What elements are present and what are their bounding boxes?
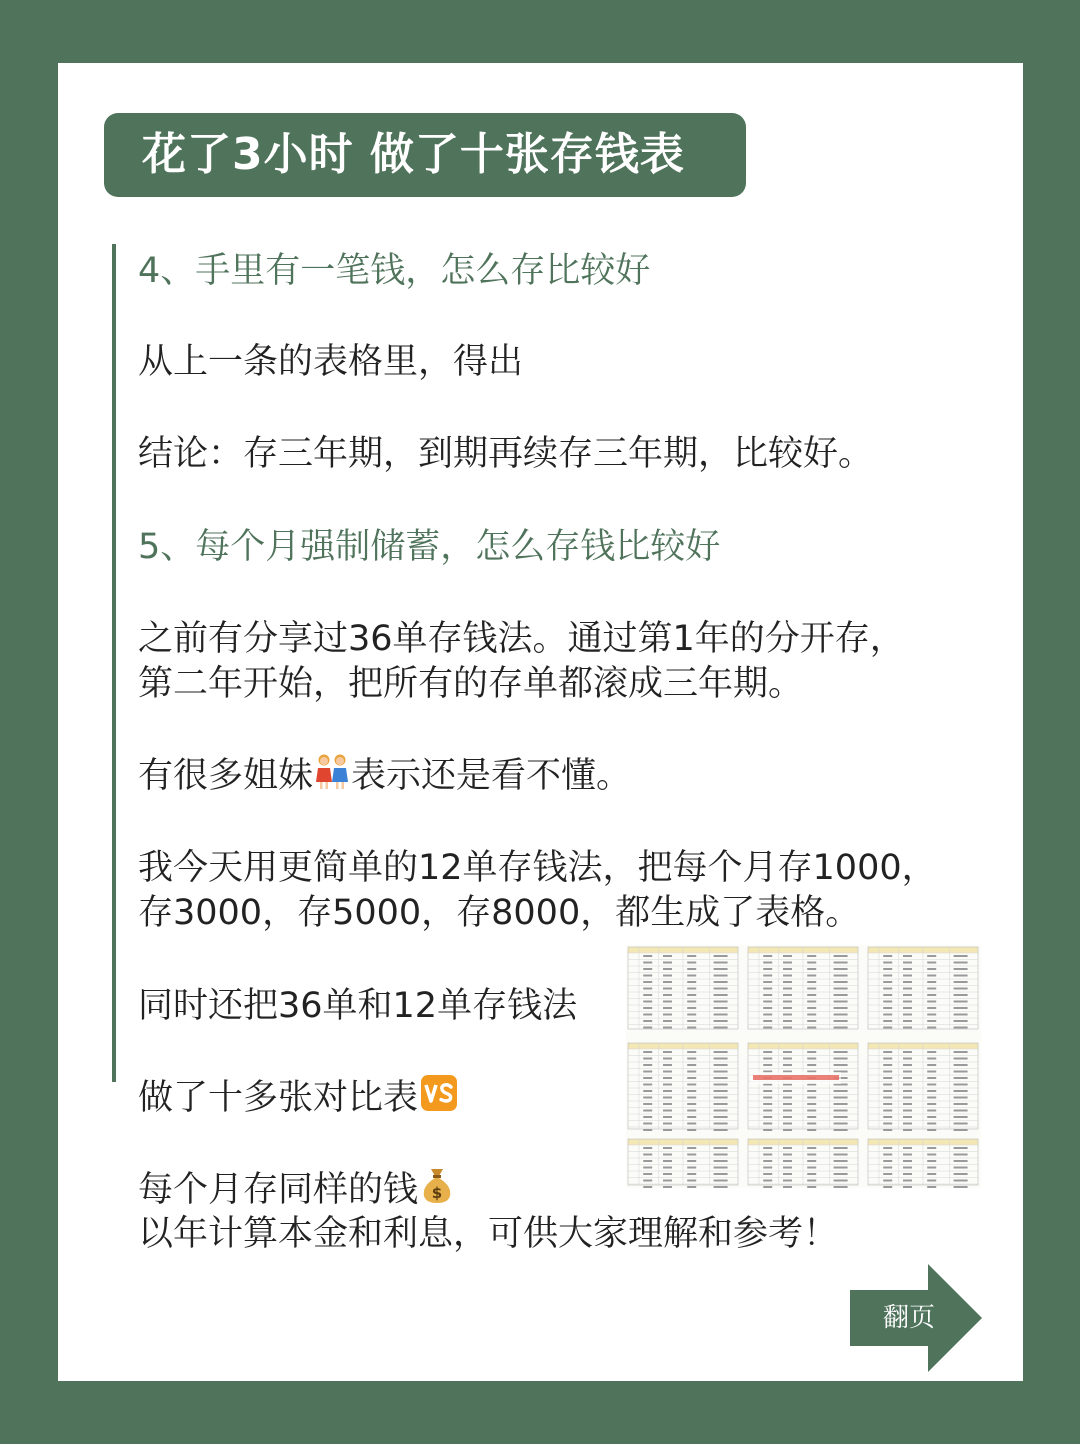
section-5-paragraph-4: 同时还把36单和12单存钱法: [138, 986, 578, 1026]
next-page-label[interactable]: 翻页: [882, 1303, 935, 1333]
section-divider-line: [112, 244, 116, 1082]
money-bag-icon: [420, 1166, 454, 1216]
watermark-mark: [753, 1075, 839, 1080]
section-4-conclusion: 结论：存三年期，到期再续存三年期，比较好。: [138, 434, 874, 474]
section-5-paragraph-1-line-1: 之前有分享过36单存钱法。通过第1年的分开存，: [138, 619, 905, 659]
section-5-paragraph-1-line-2: 第二年开始，把所有的存单都滚成三年期。: [138, 664, 804, 704]
section-5-paragraph-6-line-1: [138, 1166, 456, 1216]
spreadsheet-grid: [628, 947, 978, 1188]
vs-badge-icon: [420, 1074, 458, 1124]
two-women-emoji-icon: [315, 752, 349, 802]
page-title: 花了3小时 做了十张存钱表: [104, 113, 746, 197]
section-5-paragraph-6-line-2: 以年计算本金和利息，可供大家理解和参考！: [138, 1214, 839, 1254]
spreadsheet-thumbnail: [626, 945, 981, 1188]
section-4-paragraph-1: 从上一条的表格里，得出: [138, 342, 524, 382]
paragraph-2-text-before: 有很多姐妹: [138, 756, 314, 796]
section-5-paragraph-3-line-1: 我今天用更简单的12单存钱法，把每个月存1000，: [138, 848, 937, 888]
section-5-paragraph-3-line-2: 存3000，存5000，存8000，都生成了表格。: [138, 893, 861, 933]
section-4-heading: 4、手里有一笔钱，怎么存比较好: [138, 251, 651, 291]
section-5-paragraph-2: [138, 752, 631, 802]
section-5-paragraph-5: [138, 1074, 460, 1124]
section-5-heading: 5、每个月强制储蓄，怎么存钱比较好: [138, 527, 721, 567]
svg-text:$: $: [431, 1184, 443, 1202]
paragraph-2-text-after: 表示还是看不懂。: [351, 756, 632, 796]
paragraph-6-text: 每个月存同样的钱: [138, 1170, 419, 1210]
paragraph-5-text: 做了十多张对比表: [138, 1078, 419, 1118]
